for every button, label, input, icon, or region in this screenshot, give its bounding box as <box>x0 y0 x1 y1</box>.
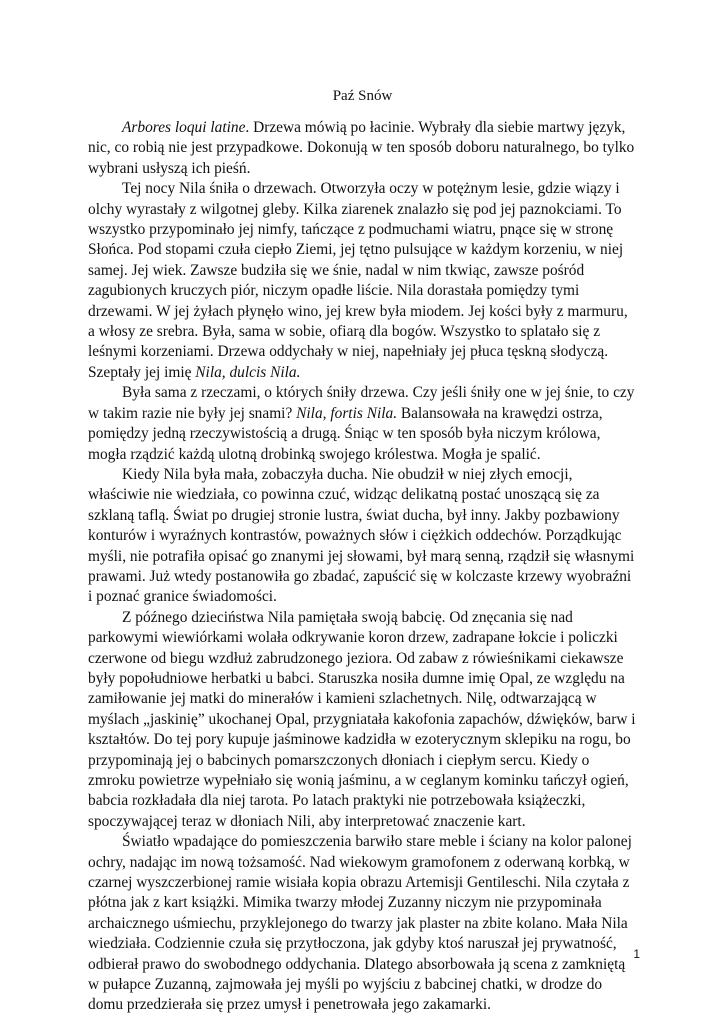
text-run: Z późnego dzieciństwa Nila pamiętała swoją babcię. Od znęcania się nad parkowymi wiewiórkami wolała odkrywanie koron drzew, zadrapane łokcie i policzki czerwone od biegu wzdłuż zabrudzonego jeziora. Od zabaw z rówieśnikami ciekawsze były popołudniowe herbatki u babci. Staruszka nosiła dumne imię Opal, ze względu na zamiłowanie jej matki do minerałów i kamieni szlachetnych. Nilę, odtwarzającą w myślach „jaskinię” ukochanej Opal, przygniatała kakofonia zapachów, dźwięków, barw i kształtów. Do tej pory kupuje jaśminowe kadzidła w ezoterycznym sklepiku na rogu, bo przypominają jej o babcinych pomarszczonych dłoniach i ciepłym sercu. Kiedy o zmroku powietrze wypełniało się wonią jaśminu, a w ceglanym kominku tańczył ogień, babcia rozkładała dla niej tarota. Po latach praktyki nie potrzebowała książeczki, spoczywającej teraz w dłoniach Nili, aby interpretować znaczenie kart. <box>88 608 636 830</box>
paragraph <box>88 118 636 179</box>
paragraph <box>88 608 636 832</box>
text-run: Kiedy Nila była mała, zobaczyła ducha. Nie obudził w niej złych emocji, właściwie nie wiedziała, co powinna czuć, widząc delikatną postać unoszącą się za szklaną taflą. Świat po drugiej stronie lustra, świat ducha, był inny. Jakby pozbawiony konturów i wyraźnych kontrastów, poważnych słów i ciężkich oddechów. Porządkując myśli, nie potrafiła opisać go znanymi jej słowami, był marą senną, rządził się własnymi prawami. Już wtedy postanowiła go zbadać, zapuścić się w kolczaste krzewy wyobraźni i poznać granice świadomości. <box>88 465 635 606</box>
italic-run: Nila, fortis Nila. <box>296 404 398 422</box>
text-run: Tej nocy Nila śniła o drzewach. Otworzyła oczy w potężnym lesie, gdzie wiązy i olchy wyrastały z wilgotnej gleby. Kilka ziarenek znalazło się pod jej paznokciami. To wszystko przypominało jej nimfy, tańczące z podmuchami wiatru, pnące się w stronę Słońca. Pod stopami czuła ciepło Ziemi, jej tętno pulsujące w każdym korzeniu, w niej samej. Jej wiek. Zawsze budziła się we śnie, nadal w nim tkwiąc, zawsze pośród zagubionych kruczych piór, niczym opadłe liście. Nila dorastała pomiędzy tymi drzewami. W jej żyłach płynęło wino, jej krew była miodem. Jej kości były z marmuru, a włosy ze srebra. Była, sama w sobie, ofiarą dla bogów. Wszystko to splatało się z leśnymi korzeniami. Drzewa oddychały w niej, napełniały jej płuca tęskną słodyczą. Szeptały jej imię <box>88 180 628 381</box>
paragraph <box>88 179 636 383</box>
text-run: Była sama z rzeczami, o których śniły drzewa. Czy jeśli śniły one w jej śnie, to czy w takim razie nie były jej snami? <box>88 384 635 422</box>
paragraph <box>88 465 636 608</box>
document-title: Paź Snów <box>332 88 393 104</box>
document-body <box>88 118 636 1016</box>
page-number: 1 <box>633 947 640 961</box>
text-run: Balansowała na krawędzi ostrza, pomiędzy jedną rzeczywistością a drugą. Śniąc w ten sposób była niczym królowa, mogła rządzić każdą ulotną drobinką swojego królestwa. Mogła je spalić. <box>88 404 603 463</box>
paragraph <box>88 832 636 1016</box>
italic-run: Nila, dulcis Nila. <box>195 363 301 381</box>
text-run: . Drzewa mówią po łacinie. Wybrały dla siebie martwy język, nic, co robią nie jest przypadkowe. Dokonują w ten sposób doboru naturalnego, bo tylko wybrani usłyszą ich pieśń. <box>88 119 635 177</box>
italic-run: Arbores loqui latine <box>122 119 246 136</box>
text-run: Światło wpadające do pomieszczenia barwiło stare meble i ściany na kolor palonej ochry, nadając im nową tożsamość. Nad wiekowym gramofonem z oderwaną korbką, w czarnej wyszczerbionej ramie wisiała kopia obrazu Artemisji Gentileschi. Nila czytała z płótna jak z kart książki. Mimika twarzy młodej Zuzanny niczym nie przypominała archaicznego uśmiechu, przyklejonego do twarzy jak plaster na zbite kolano. Mała Nila wiedziała. Codziennie czuła się przytłoczona, jak gdyby ktoś naruszał jej prywatność, odbierał prawo do swobodnego oddychania. Dlatego absorbowała ją scena z zamkniętą w pułapce Zuzanną, zajmowała jej myśli po wyjściu z babcinej chatki, w drodze do domu przedzierała się przez umysł i penetrowała jego zakamarki. <box>88 833 632 1014</box>
paragraph <box>88 383 636 465</box>
